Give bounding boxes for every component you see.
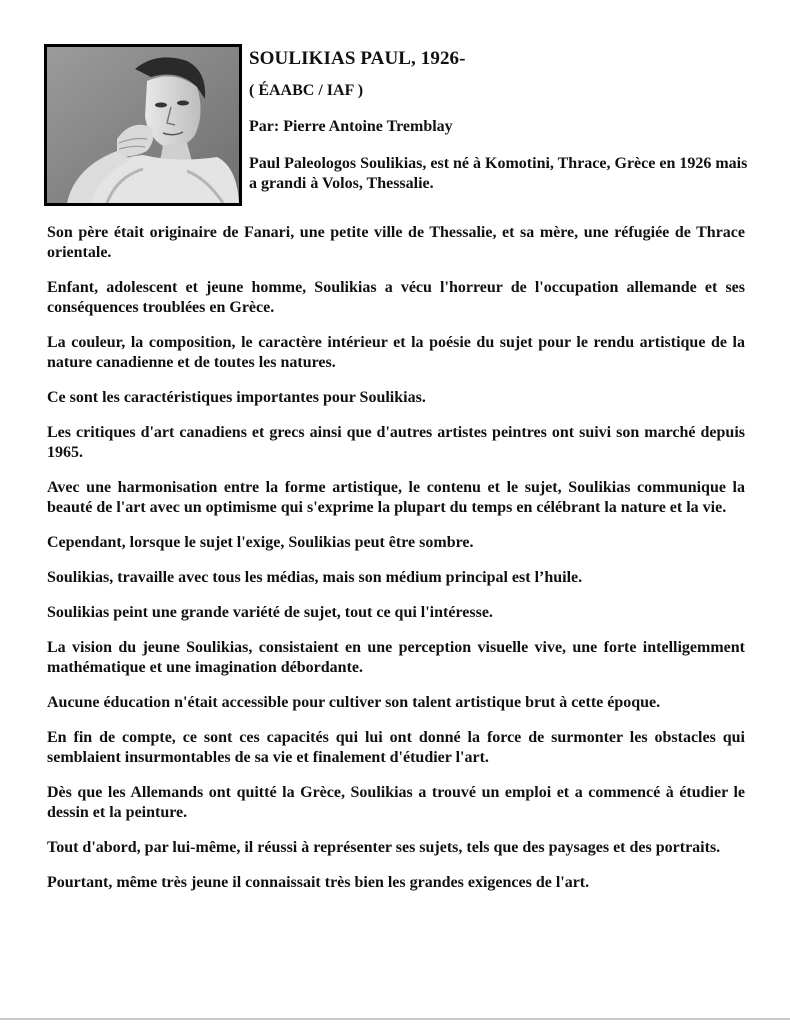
paragraph: Ce sont les caractéristiques importantes pour Soulikias. (47, 389, 426, 406)
article-title: SOULIKIAS PAUL, 1926- (249, 48, 466, 69)
paragraph: Soulikias peint une grande variété de sujet, tout ce qui l'intéresse. (47, 604, 493, 621)
paragraph: Pourtant, même très jeune il connaissait très bien les grandes exigences de l'art. (47, 874, 590, 891)
paragraph: Dès que les Allemands ont quitté la Grèce, Soulikias a trouvé un emploi et a commencé à étudier le dessin et la peinture. (47, 784, 745, 821)
page-bottom-edge (0, 1018, 790, 1020)
paragraph: La couleur, la composition, le caractère intérieur et la poésie du sujet pour le rendu artistique de la nature canadienne et de toutes les natures. (47, 334, 745, 371)
paragraph: En fin de compte, ce sont ces capacités qui lui ont donné la force de surmonter les obstacles qui semblaient insurmontables de sa vie et finalement d'étudier l'art. (47, 729, 745, 766)
paragraph: Enfant, adolescent et jeune homme, Soulikias a vécu l'horreur de l'occupation allemande et ses conséquences troublées en Grèce. (47, 279, 745, 316)
paragraph: Aucune éducation n'était accessible pour cultiver son talent artistique brut à cette époque. (47, 694, 661, 711)
intro-paragraph: Paul Paleologos Soulikias, est né à Komotini, Thrace, Grèce en 1926 mais a grandi à Volos, Thessalie. (249, 155, 748, 192)
paragraph: Son père était originaire de Fanari, une petite ville de Thessalie, et sa mère, une réfugiée de Thrace orientale. (47, 224, 745, 261)
affiliation: ( ÉAABC / IAF ) (249, 82, 364, 99)
paragraph: La vision du jeune Soulikias, consistaient en une perception visuelle vive, une forte intelligemment mathématique et une imagination débordante. (47, 639, 745, 676)
portrait-photo (44, 44, 242, 206)
article-body (47, 223, 745, 908)
author-byline: Par: Pierre Antoine Tremblay (249, 118, 453, 135)
paragraph: Avec une harmonisation entre la forme artistique, le contenu et le sujet, Soulikias communique la beauté de l'art avec un optimisme qui s'exprime la plupart du temps en célébrant la nature et la vie. (47, 479, 745, 516)
portrait-photo-icon (47, 47, 239, 203)
paragraph: Tout d'abord, par lui-même, il réussi à représenter ses sujets, tels que des paysages et des portraits. (47, 839, 721, 856)
paragraph: Les critiques d'art canadiens et grecs ainsi que d'autres artistes peintres ont suivi son marché depuis 1965. (47, 424, 745, 461)
paragraph: Cependant, lorsque le sujet l'exige, Soulikias peut être sombre. (47, 534, 474, 551)
paragraph: Soulikias, travaille avec tous les médias, mais son médium principal est l’huile. (47, 569, 583, 586)
article-header (249, 48, 749, 194)
